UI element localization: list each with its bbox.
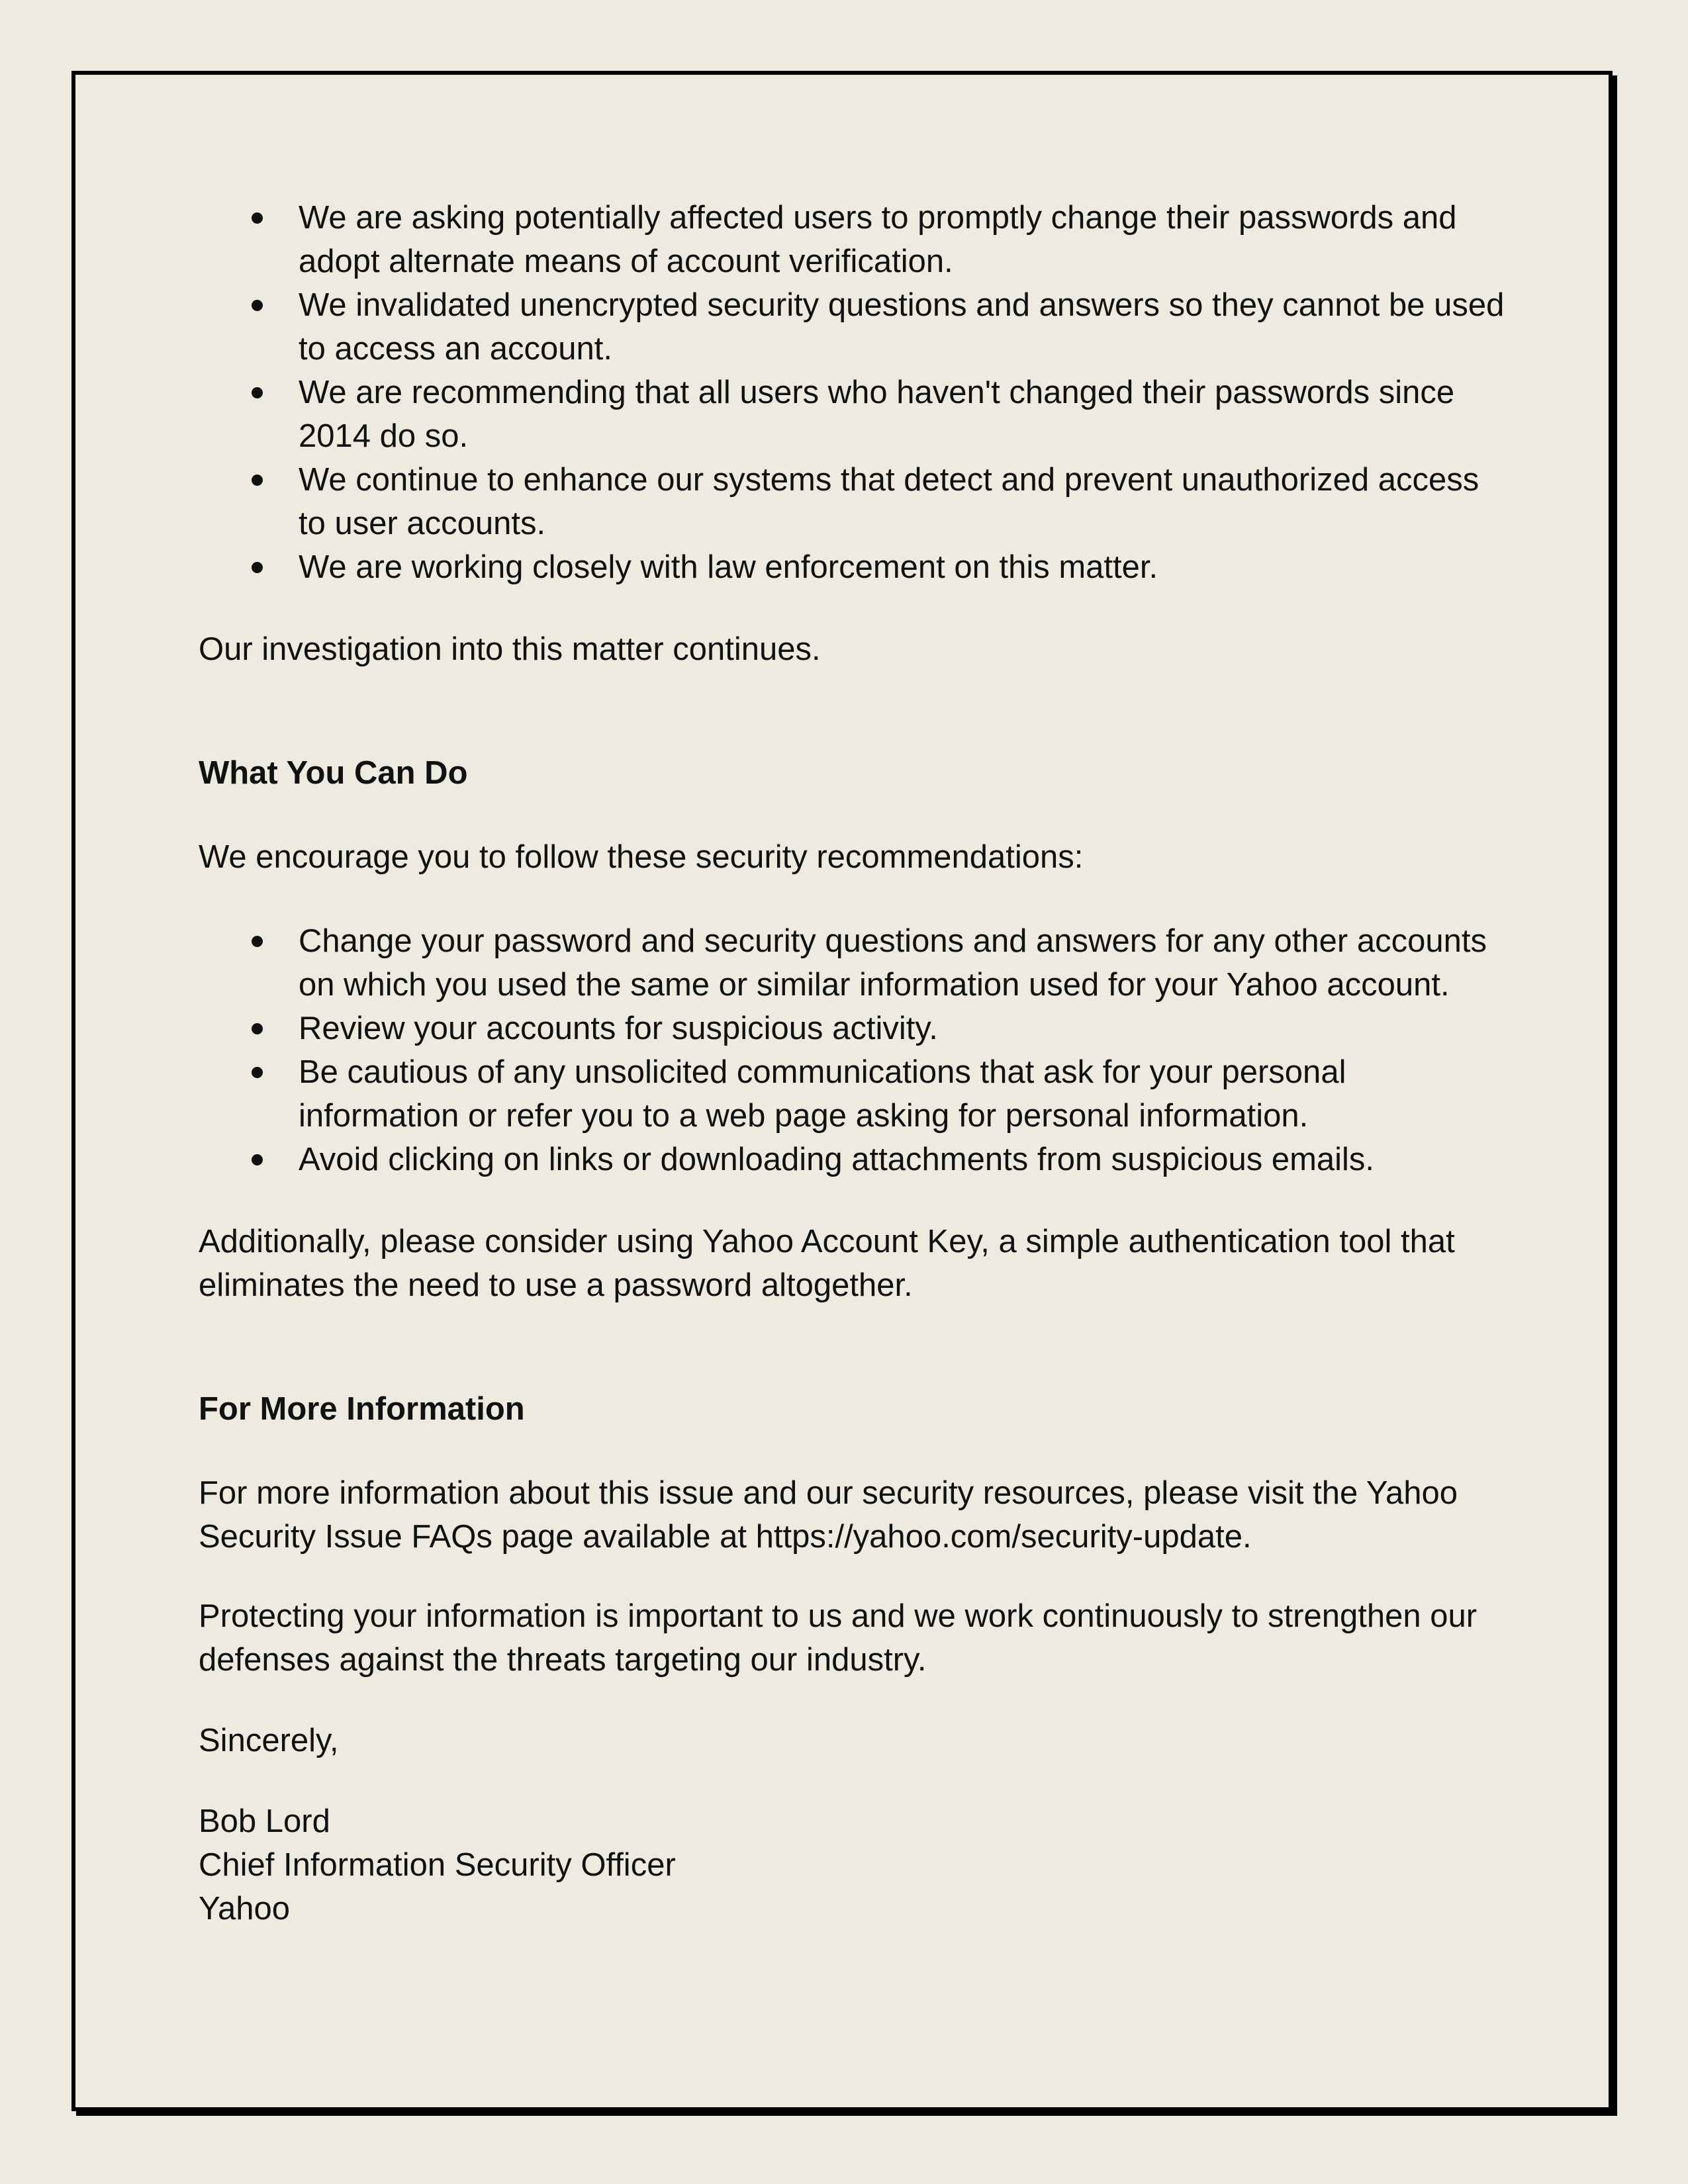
faq-paragraph: For more information about this issue and our security resources, please visit the Yahoo Security Issue FAQs page available at https://yahoo.com/security-update. (199, 1475, 1458, 1555)
signature-block (199, 1799, 1509, 1931)
bullet-icon (252, 562, 263, 573)
signature-name: Bob Lord (199, 1803, 330, 1839)
recommendations-list (199, 919, 1509, 1181)
list-item: We are working closely with law enforcement on this matter. (199, 545, 1509, 589)
list-item: Change your password and security questions and answers for any other accounts on which you used the same or similar information used for your Yahoo account. (199, 919, 1509, 1007)
recommendations-intro: We encourage you to follow these security recommendations: (199, 839, 1084, 875)
bullet-icon (252, 300, 263, 311)
list-item: Avoid clicking on links or downloading attachments from suspicious emails. (199, 1138, 1509, 1181)
list-item: We are recommending that all users who haven't changed their passwords since 2014 do so. (199, 371, 1509, 458)
bullet-icon (252, 475, 263, 486)
account-key-paragraph: Additionally, please consider using Yahoo Account Key, a simple authentication tool that eliminates the need to use a password altogether. (199, 1224, 1455, 1303)
signature-title: Chief Information Security Officer (199, 1847, 676, 1883)
list-item: We invalidated unencrypted security questions and answers so they cannot be used to access an account. (199, 283, 1509, 371)
bullet-icon (252, 936, 263, 947)
list-item: We are asking potentially affected users to promptly change their passwords and adopt alternate means of account verification. (199, 196, 1509, 283)
letter-body (199, 196, 1509, 1931)
bullet-icon (252, 1067, 263, 1078)
list-item: We continue to enhance our systems that detect and prevent unauthorized access to user accounts. (199, 458, 1509, 545)
actions-list (199, 196, 1509, 589)
list-item: Be cautious of any unsolicited communications that ask for your personal information or refer you to a web page asking for personal information. (199, 1050, 1509, 1138)
section-heading-what-you-can-do: What You Can Do (199, 755, 468, 791)
section-heading-more-information: For More Information (199, 1391, 525, 1427)
signature-company: Yahoo (199, 1891, 291, 1927)
bullet-icon (252, 387, 263, 398)
closing: Sincerely, (199, 1723, 339, 1758)
list-item: Review your accounts for suspicious activity. (199, 1007, 1509, 1050)
investigation-paragraph: Our investigation into this matter continues. (199, 631, 821, 667)
bullet-icon (252, 1154, 263, 1165)
bullet-icon (252, 1023, 263, 1034)
protecting-paragraph: Protecting your information is important to us and we work continuously to strengthen our defenses against the threats targeting our industry. (199, 1598, 1477, 1678)
bullet-icon (252, 212, 263, 224)
